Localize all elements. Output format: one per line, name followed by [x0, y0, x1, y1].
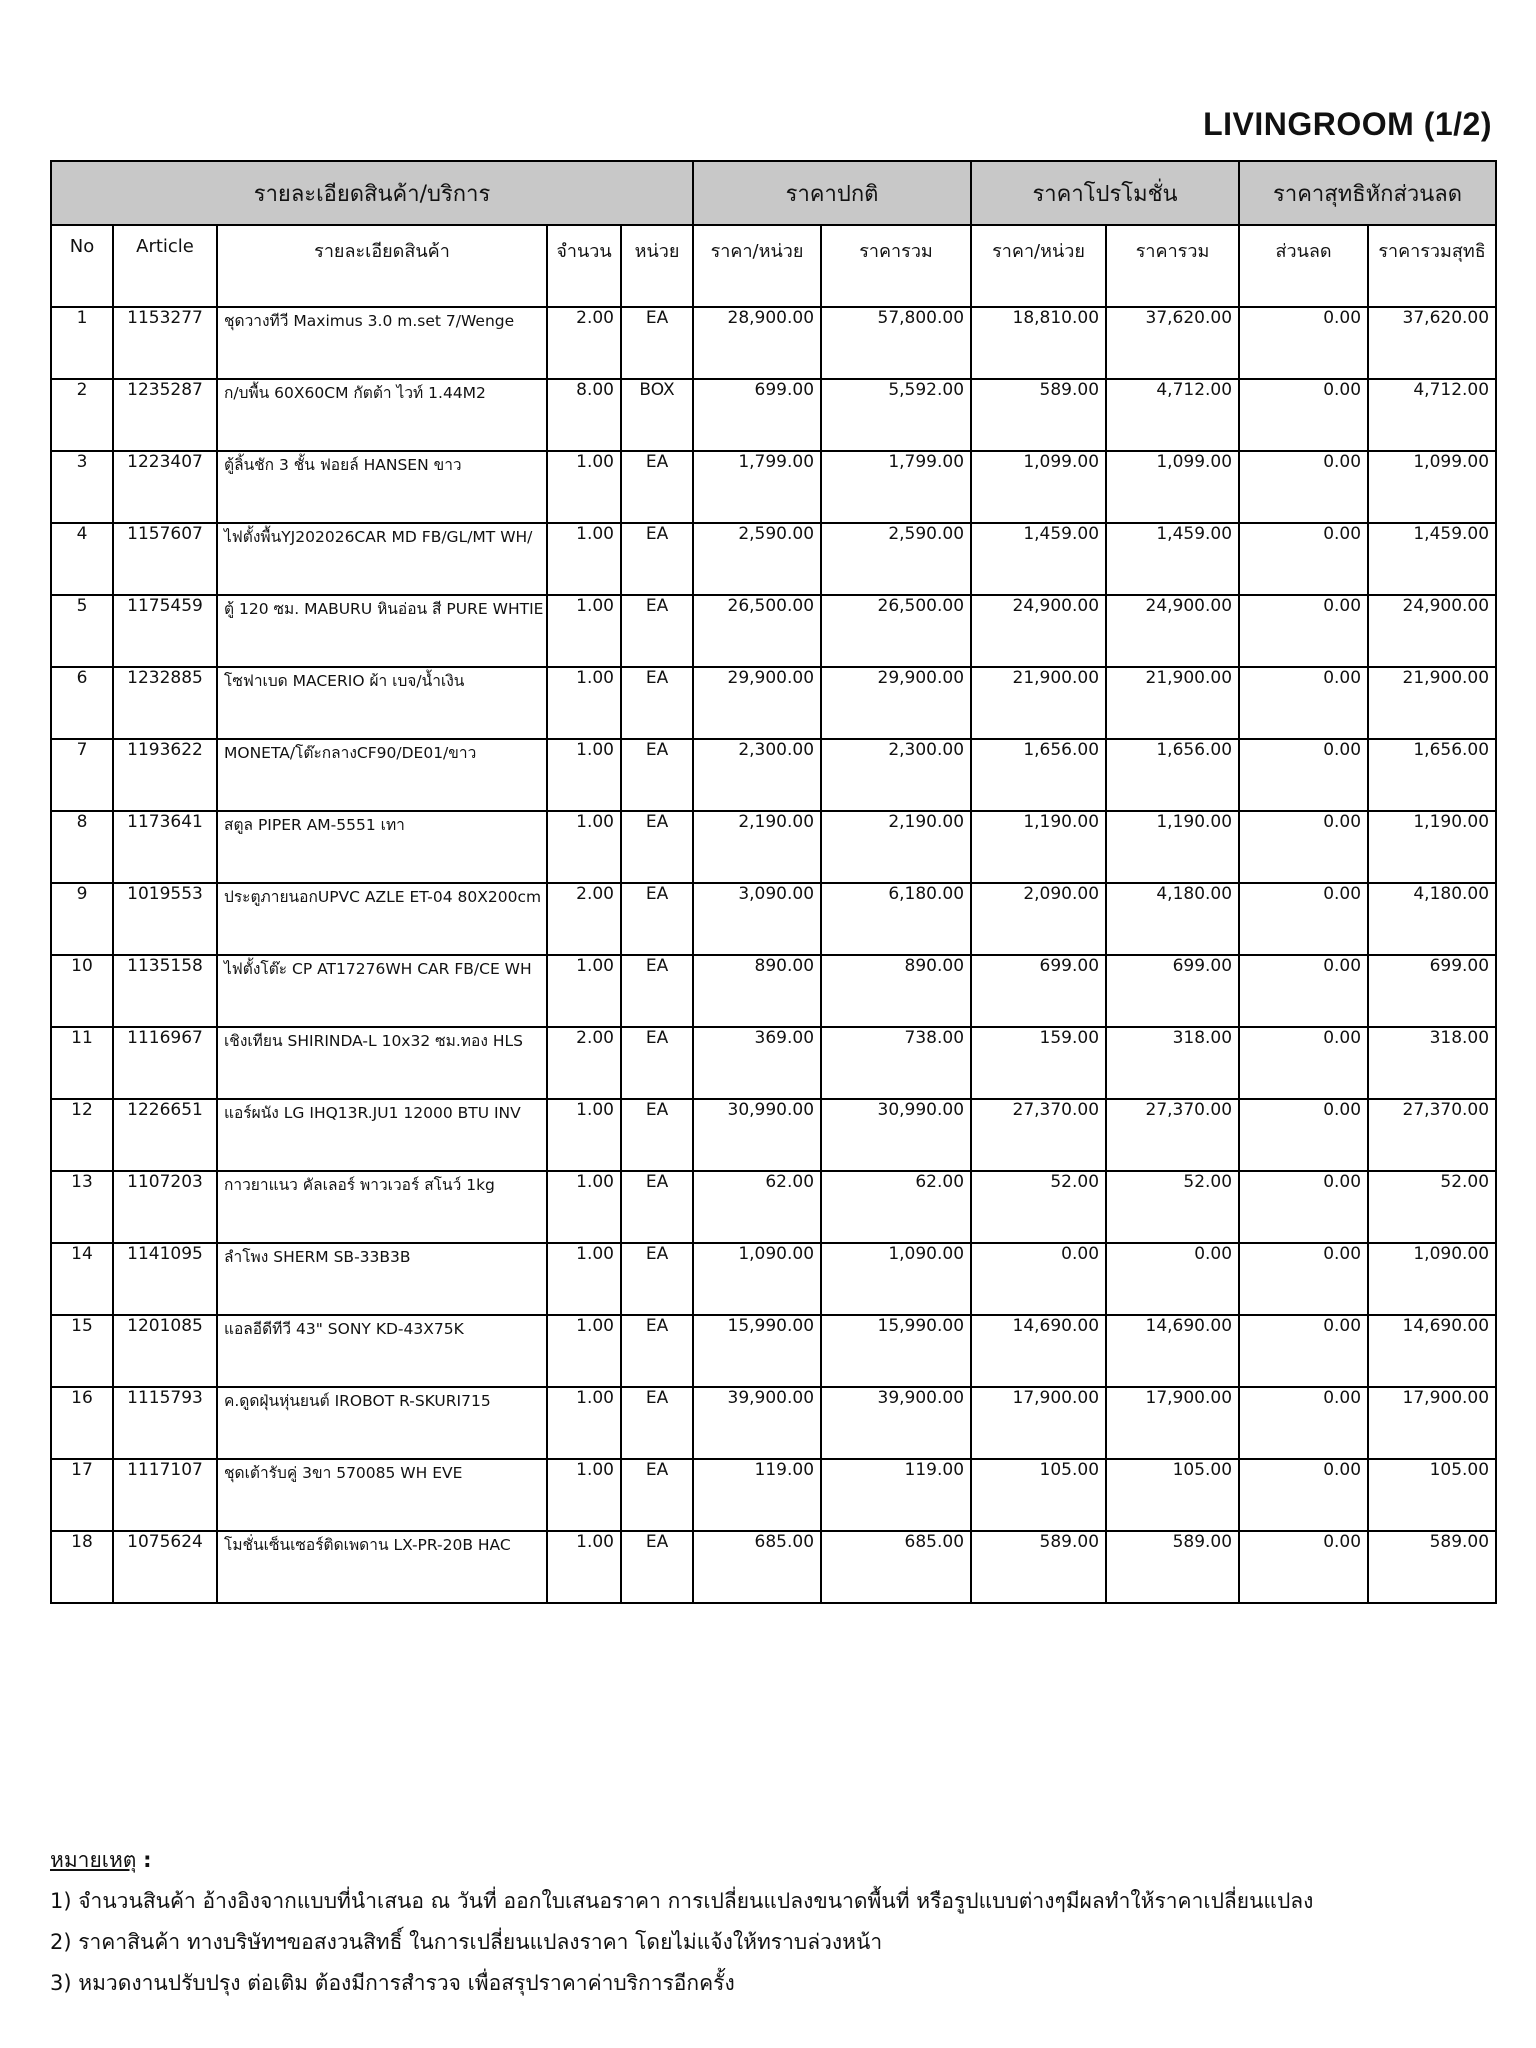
cell-description: ไฟตั้งพื้นYJ202026CAR MD FB/GL/MT WH/ [217, 523, 547, 595]
cell-unit: EA [621, 811, 693, 883]
cell-description: แอลอีดีทีวี 43" SONY KD-43X75K [217, 1315, 547, 1387]
column-header-net-total: ราคารวมสุทธิ [1368, 225, 1496, 307]
cell-article: 1135158 [113, 955, 217, 1027]
cell-promo-total: 1,190.00 [1106, 811, 1239, 883]
cell-qty: 1.00 [547, 955, 621, 1027]
cell-unit: EA [621, 1459, 693, 1531]
cell-no: 3 [51, 451, 113, 523]
group-header-promo-price: ราคาโปรโมชั่น [971, 161, 1239, 225]
table-row [51, 739, 1496, 811]
cell-qty: 1.00 [547, 811, 621, 883]
cell-net-total: 1,656.00 [1368, 739, 1496, 811]
cell-no: 18 [51, 1531, 113, 1603]
cell-description: โซฟาเบด MACERIO ผ้า เบจ/น้ำเงิน [217, 667, 547, 739]
cell-description: ตู้ 120 ซม. MABURU หินอ่อน สี PURE WHTIE [217, 595, 547, 667]
group-header-normal-price: ราคาปกติ [693, 161, 971, 225]
cell-net-total: 37,620.00 [1368, 307, 1496, 379]
cell-promo-total: 0.00 [1106, 1243, 1239, 1315]
cell-normal-unit-price: 30,990.00 [693, 1099, 821, 1171]
cell-unit: EA [621, 1315, 693, 1387]
cell-normal-total: 57,800.00 [821, 307, 971, 379]
cell-no: 14 [51, 1243, 113, 1315]
cell-promo-unit-price: 1,656.00 [971, 739, 1106, 811]
cell-normal-total: 26,500.00 [821, 595, 971, 667]
table-row [51, 1387, 1496, 1459]
cell-normal-unit-price: 1,090.00 [693, 1243, 821, 1315]
cell-net-total: 21,900.00 [1368, 667, 1496, 739]
cell-net-total: 1,090.00 [1368, 1243, 1496, 1315]
cell-no: 10 [51, 955, 113, 1027]
cell-promo-total: 37,620.00 [1106, 307, 1239, 379]
cell-description: กาวยาแนว คัลเลอร์ พาวเวอร์ สโนว์ 1kg [217, 1171, 547, 1243]
cell-article: 1153277 [113, 307, 217, 379]
cell-normal-unit-price: 62.00 [693, 1171, 821, 1243]
cell-promo-total: 27,370.00 [1106, 1099, 1239, 1171]
cell-discount: 0.00 [1239, 667, 1368, 739]
cell-no: 13 [51, 1171, 113, 1243]
cell-net-total: 318.00 [1368, 1027, 1496, 1099]
column-header-promo-unit-price: ราคา/หน่วย [971, 225, 1106, 307]
cell-normal-unit-price: 685.00 [693, 1531, 821, 1603]
cell-discount: 0.00 [1239, 451, 1368, 523]
cell-article: 1019553 [113, 883, 217, 955]
cell-qty: 1.00 [547, 523, 621, 595]
column-header-normal-unit-price: ราคา/หน่วย [693, 225, 821, 307]
cell-discount: 0.00 [1239, 1027, 1368, 1099]
cell-net-total: 1,099.00 [1368, 451, 1496, 523]
table-row [51, 1243, 1496, 1315]
cell-description: ประตูภายนอกUPVC AZLE ET-04 80X200cm [217, 883, 547, 955]
cell-normal-unit-price: 1,799.00 [693, 451, 821, 523]
cell-article: 1223407 [113, 451, 217, 523]
cell-article: 1075624 [113, 1531, 217, 1603]
table-row [51, 811, 1496, 883]
cell-description: สตูล PIPER AM-5551 เทา [217, 811, 547, 883]
cell-unit: EA [621, 1243, 693, 1315]
cell-promo-unit-price: 52.00 [971, 1171, 1106, 1243]
cell-promo-unit-price: 24,900.00 [971, 595, 1106, 667]
cell-discount: 0.00 [1239, 739, 1368, 811]
cell-no: 2 [51, 379, 113, 451]
cell-description: ค.ดูดฝุ่นหุ่นยนต์ IROBOT R-SKURI715 [217, 1387, 547, 1459]
cell-discount: 0.00 [1239, 307, 1368, 379]
cell-normal-total: 62.00 [821, 1171, 971, 1243]
cell-promo-total: 318.00 [1106, 1027, 1239, 1099]
cell-promo-total: 699.00 [1106, 955, 1239, 1027]
column-header-promo-total: ราคารวม [1106, 225, 1239, 307]
cell-promo-unit-price: 105.00 [971, 1459, 1106, 1531]
cell-unit: EA [621, 883, 693, 955]
cell-normal-total: 5,592.00 [821, 379, 971, 451]
cell-promo-unit-price: 27,370.00 [971, 1099, 1106, 1171]
cell-normal-total: 890.00 [821, 955, 971, 1027]
cell-normal-unit-price: 119.00 [693, 1459, 821, 1531]
cell-promo-unit-price: 1,099.00 [971, 451, 1106, 523]
cell-promo-unit-price: 14,690.00 [971, 1315, 1106, 1387]
cell-discount: 0.00 [1239, 1171, 1368, 1243]
cell-promo-unit-price: 589.00 [971, 379, 1106, 451]
table-row [51, 955, 1496, 1027]
cell-unit: BOX [621, 379, 693, 451]
cell-qty: 1.00 [547, 1315, 621, 1387]
cell-article: 1226651 [113, 1099, 217, 1171]
cell-discount: 0.00 [1239, 1387, 1368, 1459]
cell-unit: EA [621, 523, 693, 595]
table-row [51, 883, 1496, 955]
column-header-article: Article [113, 225, 217, 307]
cell-discount: 0.00 [1239, 1531, 1368, 1603]
table-row [51, 451, 1496, 523]
cell-unit: EA [621, 451, 693, 523]
page-title: LIVINGROOM (1/2) [1203, 106, 1492, 142]
cell-no: 12 [51, 1099, 113, 1171]
cell-net-total: 1,459.00 [1368, 523, 1496, 595]
cell-qty: 2.00 [547, 1027, 621, 1099]
group-header-net-price: ราคาสุทธิหักส่วนลด [1239, 161, 1496, 225]
cell-normal-total: 6,180.00 [821, 883, 971, 955]
cell-qty: 2.00 [547, 883, 621, 955]
cell-promo-total: 4,180.00 [1106, 883, 1239, 955]
notes-heading-line [50, 1840, 1490, 1881]
cell-normal-unit-price: 26,500.00 [693, 595, 821, 667]
cell-net-total: 27,370.00 [1368, 1099, 1496, 1171]
cell-promo-unit-price: 1,190.00 [971, 811, 1106, 883]
cell-net-total: 24,900.00 [1368, 595, 1496, 667]
cell-discount: 0.00 [1239, 883, 1368, 955]
cell-promo-unit-price: 589.00 [971, 1531, 1106, 1603]
cell-description: MONETA/โต๊ะกลางCF90/DE01/ขาว [217, 739, 547, 811]
cell-article: 1175459 [113, 595, 217, 667]
cell-unit: EA [621, 739, 693, 811]
cell-no: 17 [51, 1459, 113, 1531]
cell-normal-unit-price: 369.00 [693, 1027, 821, 1099]
cell-net-total: 52.00 [1368, 1171, 1496, 1243]
cell-discount: 0.00 [1239, 1243, 1368, 1315]
cell-description: ก/บพื้น 60X60CM กัตต้า ไวท์ 1.44M2 [217, 379, 547, 451]
table-row [51, 1315, 1496, 1387]
cell-net-total: 17,900.00 [1368, 1387, 1496, 1459]
notes-colon: : [143, 1848, 152, 1872]
table-body [51, 307, 1496, 1603]
cell-promo-unit-price: 699.00 [971, 955, 1106, 1027]
cell-discount: 0.00 [1239, 523, 1368, 595]
cell-promo-unit-price: 2,090.00 [971, 883, 1106, 955]
cell-normal-total: 39,900.00 [821, 1387, 971, 1459]
cell-no: 1 [51, 307, 113, 379]
table-row [51, 523, 1496, 595]
cell-promo-unit-price: 18,810.00 [971, 307, 1106, 379]
cell-net-total: 105.00 [1368, 1459, 1496, 1531]
group-header-row [51, 161, 1496, 225]
cell-unit: EA [621, 307, 693, 379]
cell-promo-total: 1,656.00 [1106, 739, 1239, 811]
cell-promo-total: 21,900.00 [1106, 667, 1239, 739]
cell-qty: 1.00 [547, 1387, 621, 1459]
table-row [51, 1459, 1496, 1531]
cell-promo-unit-price: 21,900.00 [971, 667, 1106, 739]
cell-net-total: 699.00 [1368, 955, 1496, 1027]
cell-no: 6 [51, 667, 113, 739]
cell-promo-unit-price: 17,900.00 [971, 1387, 1106, 1459]
cell-promo-total: 4,712.00 [1106, 379, 1239, 451]
cell-qty: 1.00 [547, 1243, 621, 1315]
cell-qty: 1.00 [547, 1099, 621, 1171]
table-row [51, 379, 1496, 451]
cell-unit: EA [621, 1099, 693, 1171]
table-row [51, 595, 1496, 667]
cell-promo-unit-price: 159.00 [971, 1027, 1106, 1099]
cell-description: ชุดเต้ารับคู่ 3ขา 570085 WH EVE [217, 1459, 547, 1531]
column-header-normal-total: ราคารวม [821, 225, 971, 307]
cell-unit: EA [621, 1387, 693, 1459]
cell-no: 9 [51, 883, 113, 955]
cell-no: 5 [51, 595, 113, 667]
column-header-unit: หน่วย [621, 225, 693, 307]
cell-promo-total: 14,690.00 [1106, 1315, 1239, 1387]
cell-article: 1115793 [113, 1387, 217, 1459]
cell-discount: 0.00 [1239, 595, 1368, 667]
cell-discount: 0.00 [1239, 955, 1368, 1027]
cell-normal-total: 685.00 [821, 1531, 971, 1603]
cell-normal-unit-price: 2,190.00 [693, 811, 821, 883]
table-row [51, 667, 1496, 739]
cell-net-total: 4,180.00 [1368, 883, 1496, 955]
cell-normal-total: 738.00 [821, 1027, 971, 1099]
cell-normal-unit-price: 890.00 [693, 955, 821, 1027]
cell-discount: 0.00 [1239, 1459, 1368, 1531]
cell-normal-total: 15,990.00 [821, 1315, 971, 1387]
cell-article: 1201085 [113, 1315, 217, 1387]
cell-normal-total: 29,900.00 [821, 667, 971, 739]
cell-no: 8 [51, 811, 113, 883]
cell-normal-total: 1,090.00 [821, 1243, 971, 1315]
cell-no: 11 [51, 1027, 113, 1099]
column-header-description: รายละเอียดสินค้า [217, 225, 547, 307]
cell-normal-total: 2,190.00 [821, 811, 971, 883]
note-item-2: 2) ราคาสินค้า ทางบริษัทฯขอสงวนสิทธิ์ ในการเปลี่ยนแปลงราคา โดยไม่แจ้งให้ทราบล่วงหน้า [50, 1930, 883, 1954]
cell-qty: 1.00 [547, 1459, 621, 1531]
cell-article: 1173641 [113, 811, 217, 883]
cell-discount: 0.00 [1239, 1099, 1368, 1171]
cell-net-total: 589.00 [1368, 1531, 1496, 1603]
table-row [51, 1171, 1496, 1243]
cell-qty: 8.00 [547, 379, 621, 451]
cell-promo-total: 52.00 [1106, 1171, 1239, 1243]
cell-unit: EA [621, 1027, 693, 1099]
cell-discount: 0.00 [1239, 1315, 1368, 1387]
cell-article: 1141095 [113, 1243, 217, 1315]
column-header-discount: ส่วนลด [1239, 225, 1368, 307]
cell-unit: EA [621, 955, 693, 1027]
cell-normal-total: 119.00 [821, 1459, 971, 1531]
note-item-3: 3) หมวดงานปรับปรุง ต่อเติม ต้องมีการสำรวจ เพื่อสรุปราคาค่าบริการอีกครั้ง [50, 1971, 735, 1995]
cell-no: 15 [51, 1315, 113, 1387]
cell-normal-unit-price: 3,090.00 [693, 883, 821, 955]
cell-discount: 0.00 [1239, 811, 1368, 883]
cell-qty: 1.00 [547, 451, 621, 523]
note-item-1: 1) จำนวนสินค้า อ้างอิงจากแบบที่นำเสนอ ณ วันที่ ออกใบเสนอราคา การเปลี่ยนแปลงขนาดพื้นที่ หรือรูปแบบต่างๆมีผลทำให้ราคาเปลี่ยนแปลง [50, 1889, 1314, 1913]
column-header-no: No [51, 225, 113, 307]
column-header-row [51, 225, 1496, 307]
cell-article: 1232885 [113, 667, 217, 739]
cell-qty: 1.00 [547, 595, 621, 667]
cell-normal-total: 2,590.00 [821, 523, 971, 595]
cell-net-total: 14,690.00 [1368, 1315, 1496, 1387]
cell-promo-total: 1,459.00 [1106, 523, 1239, 595]
cell-article: 1235287 [113, 379, 217, 451]
cell-normal-total: 1,799.00 [821, 451, 971, 523]
cell-description: ไฟตั้งโต๊ะ CP AT17276WH CAR FB/CE WH [217, 955, 547, 1027]
cell-qty: 1.00 [547, 1171, 621, 1243]
cell-normal-unit-price: 15,990.00 [693, 1315, 821, 1387]
cell-normal-unit-price: 2,590.00 [693, 523, 821, 595]
cell-unit: EA [621, 1171, 693, 1243]
table-row [51, 1099, 1496, 1171]
quotation-table [50, 160, 1497, 1604]
cell-description: โมชั่นเซ็นเซอร์ติดเพดาน LX-PR-20B HAC [217, 1531, 547, 1603]
cell-promo-total: 105.00 [1106, 1459, 1239, 1531]
cell-promo-total: 17,900.00 [1106, 1387, 1239, 1459]
cell-normal-unit-price: 2,300.00 [693, 739, 821, 811]
cell-normal-unit-price: 28,900.00 [693, 307, 821, 379]
table-row [51, 1531, 1496, 1603]
cell-article: 1116967 [113, 1027, 217, 1099]
cell-description: ตู้ลิ้นชัก 3 ชั้น ฟอยล์ HANSEN ขาว [217, 451, 547, 523]
cell-qty: 1.00 [547, 667, 621, 739]
cell-qty: 1.00 [547, 1531, 621, 1603]
cell-promo-total: 1,099.00 [1106, 451, 1239, 523]
cell-article: 1117107 [113, 1459, 217, 1531]
cell-normal-unit-price: 699.00 [693, 379, 821, 451]
cell-article: 1193622 [113, 739, 217, 811]
cell-article: 1107203 [113, 1171, 217, 1243]
cell-promo-total: 589.00 [1106, 1531, 1239, 1603]
cell-unit: EA [621, 595, 693, 667]
cell-no: 4 [51, 523, 113, 595]
cell-description: แอร์ผนัง LG IHQ13R.JU1 12000 BTU INV [217, 1099, 547, 1171]
cell-promo-unit-price: 0.00 [971, 1243, 1106, 1315]
table-row [51, 307, 1496, 379]
cell-article: 1157607 [113, 523, 217, 595]
column-header-qty: จำนวน [547, 225, 621, 307]
cell-description: เชิงเทียน SHIRINDA-L 10x32 ซม.ทอง HLS [217, 1027, 547, 1099]
cell-normal-total: 30,990.00 [821, 1099, 971, 1171]
cell-no: 7 [51, 739, 113, 811]
notes-section [50, 1840, 1490, 2004]
cell-no: 16 [51, 1387, 113, 1459]
cell-discount: 0.00 [1239, 379, 1368, 451]
cell-qty: 2.00 [547, 307, 621, 379]
cell-net-total: 4,712.00 [1368, 379, 1496, 451]
cell-normal-unit-price: 39,900.00 [693, 1387, 821, 1459]
cell-net-total: 1,190.00 [1368, 811, 1496, 883]
cell-promo-total: 24,900.00 [1106, 595, 1239, 667]
cell-description: ลำโพง SHERM SB-33B3B [217, 1243, 547, 1315]
cell-normal-unit-price: 29,900.00 [693, 667, 821, 739]
cell-unit: EA [621, 667, 693, 739]
cell-normal-total: 2,300.00 [821, 739, 971, 811]
cell-qty: 1.00 [547, 739, 621, 811]
table-row [51, 1027, 1496, 1099]
group-header-product: รายละเอียดสินค้า/บริการ [51, 161, 693, 225]
cell-promo-unit-price: 1,459.00 [971, 523, 1106, 595]
cell-description: ชุดวางทีวี Maximus 3.0 m.set 7/Wenge [217, 307, 547, 379]
cell-unit: EA [621, 1531, 693, 1603]
notes-heading: หมายเหตุ [50, 1848, 137, 1872]
